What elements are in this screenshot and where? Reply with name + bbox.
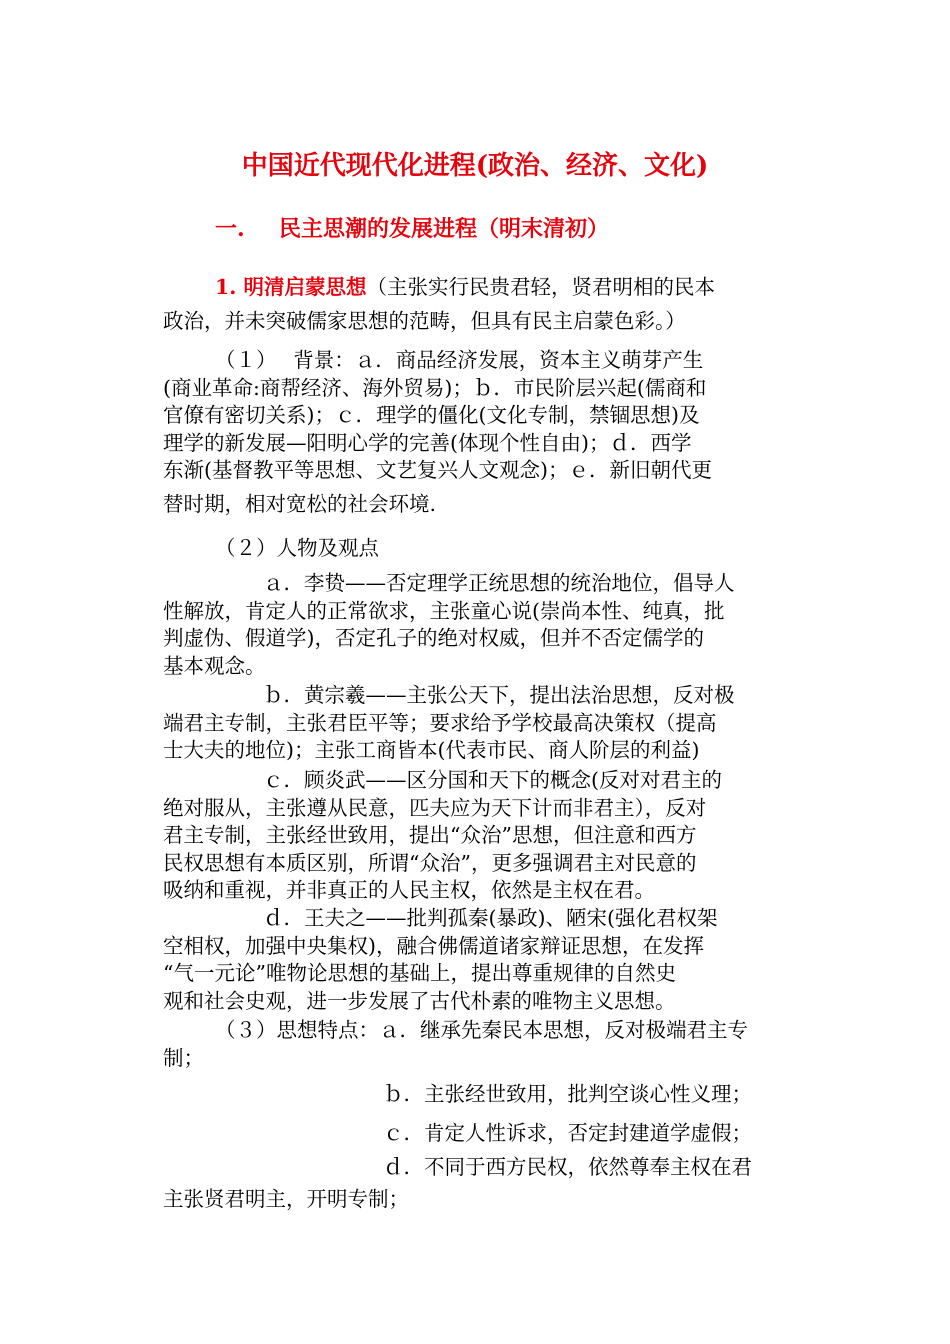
person-line: ｂ．黄宗羲——主张公天下，提出法治思想，反对极 [263, 683, 735, 707]
intro-text-1: （主张实行民贵君轻，贤君明相的民本 [366, 275, 716, 299]
person-line: ｃ．顾炎武——区分国和天下的概念(反对对君主的 [263, 768, 722, 792]
people-heading [163, 532, 791, 564]
features-line: ｂ．主张经世致用，批判空谈心性义理； [383, 1082, 752, 1106]
person-paragraph-wang-fuzhi [163, 905, 791, 1015]
feature-d [163, 1154, 791, 1213]
person-line: 吸纳和重视，并非真正的人民主权，依然是主权在君。 [163, 878, 655, 902]
features-line: ｃ．肯定人性诉求，否定封建道学虚假； [383, 1121, 752, 1145]
features-paragraph [163, 1017, 791, 1072]
person-line: 君主专制，主张经世致用，提出“众治”思想，但注意和西方 [163, 823, 697, 847]
background-line: 官僚有密切关系)；ｃ．理学的僵化(文化专制，禁锢思想)及 [163, 403, 700, 427]
section-heading [215, 212, 609, 243]
person-line: 空相权，加强中央集权)，融合佛儒道诸家辩证思想，在发挥 [163, 933, 704, 958]
person-line: ｄ．王夫之——批判孤秦(暴政)、陋宋(强化君权架 [263, 906, 718, 930]
document-title: 中国近代现代化进程(政治、经济、文化) [241, 151, 709, 181]
person-line: 士大夫的地位)；主张工商皆本(代表市民、商人阶层的利益) [163, 738, 700, 762]
background-paragraph [163, 347, 791, 518]
feature-b [163, 1078, 791, 1110]
features-line: （３）思想特点：ａ．继承先秦民本思想，反对极端君主专 [215, 1018, 748, 1042]
intro-text-2: 政治，并未突破儒家思想的范畴，但具有民主启蒙色彩。） [163, 309, 686, 333]
person-line: 性解放，肯定人的正常欲求，主张童心说(崇尚本性、纯真，批 [163, 598, 725, 623]
background-line: 替时期，相对宽松的社会环境. [163, 491, 437, 516]
background-line: (商业革命:商帮经济、海外贸易)；ｂ．市民阶层兴起(儒商和 [163, 375, 707, 400]
person-line: ａ．李贽——否定理学正统思想的统治地位，倡导人 [263, 571, 735, 595]
person-line: 观和社会史观，进一步发展了古代朴素的唯物主义思想。 [163, 988, 676, 1013]
person-line: 端君主专制，主张君臣平等；要求给予学校最高决策权（提高 [163, 710, 717, 735]
person-line: 基本观念。 [163, 653, 266, 678]
person-paragraph-huang-zongxi [163, 682, 791, 765]
intro-paragraph [163, 270, 791, 338]
person-line: “气一元论”唯物论思想的基础上，提出尊重规律的自然史 [163, 961, 676, 985]
section-number: 一. [215, 216, 245, 242]
people-heading-text: （２）人物及观点 [215, 536, 379, 560]
background-line: 理学的新发展—阳明心学的完善(体现个性自由)；ｄ．西学 [163, 430, 692, 455]
feature-c [163, 1117, 791, 1149]
person-paragraph-gu-yanwu [163, 767, 791, 905]
background-line: （１） 背景：ａ．商品经济发展，资本主义萌芽产生 [215, 348, 704, 372]
person-line: 判虚伪、假道学)，否定孔子的绝对权威，但并不否定儒学的 [163, 626, 704, 650]
person-line: 绝对服从，主张遵从民意，匹夫应为天下计而非君主），反对 [163, 795, 707, 820]
person-paragraph-li-zhi [163, 570, 791, 680]
intro-heading: 1. 明清启蒙思想 [215, 275, 367, 299]
features-line: ｄ．不同于西方民权，依然尊奉主权在君 [383, 1155, 752, 1179]
features-line: 制； [163, 1045, 204, 1070]
background-line: 东渐(基督教平等思想、文艺复兴人文观念)；ｅ．新旧朝代更 [163, 458, 712, 482]
person-line: 民权思想有本质区别，所谓“众治”，更多强调君主对民意的 [163, 850, 697, 875]
section-title: 民主思潮的发展进程（明末清初） [279, 216, 610, 242]
features-line: 主张贤君明主，开明专制； [163, 1186, 409, 1211]
